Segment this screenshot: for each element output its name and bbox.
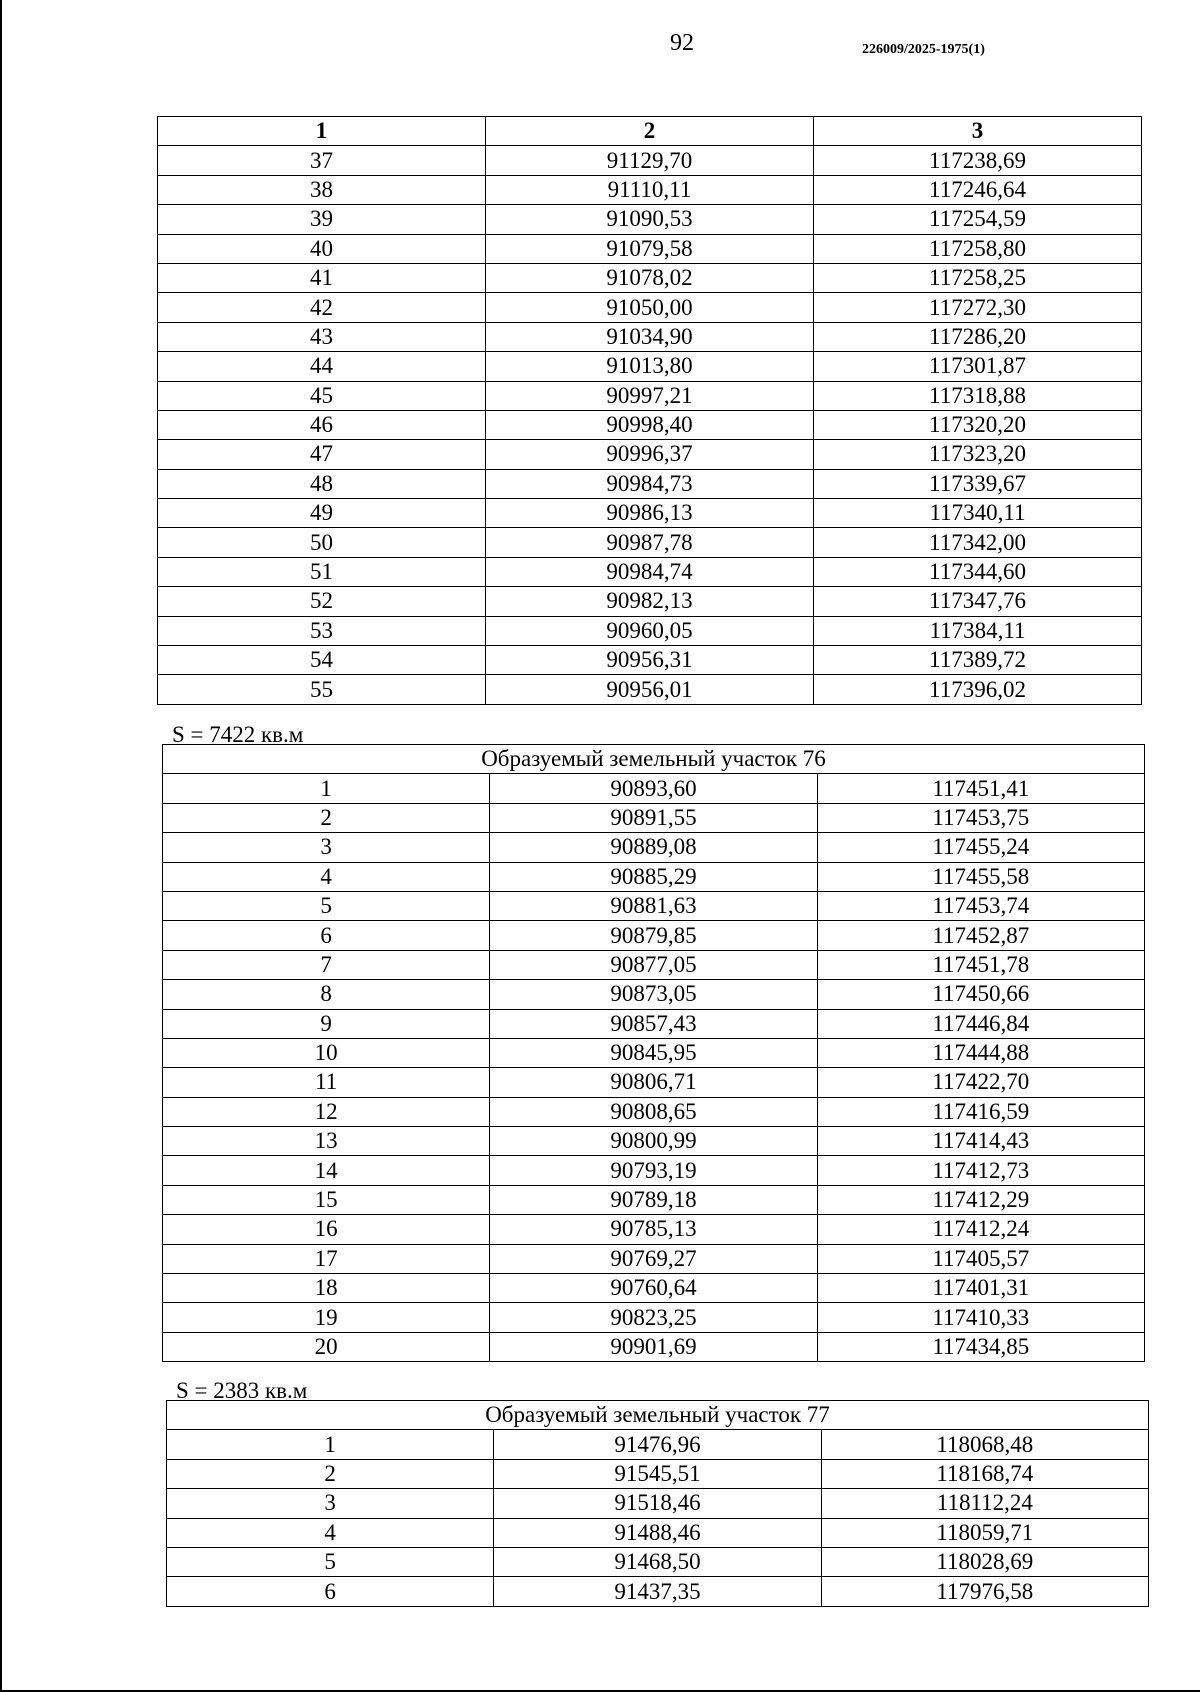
cell-y-coordinate: 117389,72: [814, 646, 1142, 675]
table-row: [163, 891, 1145, 920]
cell-y-coordinate: 117416,59: [817, 1097, 1144, 1126]
table-row: [163, 1068, 1145, 1097]
cell-x-coordinate: 90893,60: [490, 774, 817, 803]
cell-y-coordinate: 118168,74: [821, 1459, 1148, 1488]
cell-y-coordinate: 118028,69: [821, 1547, 1148, 1576]
table-row: [163, 1156, 1145, 1185]
table-row: [158, 528, 1142, 557]
table-row: [163, 1332, 1145, 1361]
cell-point-number: 49: [158, 499, 486, 528]
table-row: [158, 616, 1142, 645]
table-row: [158, 646, 1142, 675]
cell-y-coordinate: 117323,20: [814, 440, 1142, 469]
table-row: [158, 263, 1142, 292]
cell-x-coordinate: 90987,78: [486, 528, 814, 557]
cell-x-coordinate: 90998,40: [486, 410, 814, 439]
cell-point-number: 17: [163, 1244, 490, 1273]
cell-point-number: 2: [163, 803, 490, 832]
cell-point-number: 54: [158, 646, 486, 675]
cell-x-coordinate: 90997,21: [486, 381, 814, 410]
cell-y-coordinate: 117453,74: [817, 891, 1144, 920]
cell-point-number: 3: [163, 833, 490, 862]
cell-x-coordinate: 91129,70: [486, 146, 814, 175]
cell-x-coordinate: 90885,29: [490, 862, 817, 891]
cell-x-coordinate: 90984,74: [486, 557, 814, 586]
cell-point-number: 1: [163, 774, 490, 803]
cell-y-coordinate: 117301,87: [814, 352, 1142, 381]
cell-y-coordinate: 117340,11: [814, 499, 1142, 528]
cell-y-coordinate: 117405,57: [817, 1244, 1144, 1273]
table-body: [158, 117, 1142, 705]
table-row: [167, 1577, 1149, 1606]
cell-y-coordinate: 118059,71: [821, 1518, 1148, 1547]
cell-y-coordinate: 117401,31: [817, 1274, 1144, 1303]
table-row: [163, 1303, 1145, 1332]
area-label-parcel-75: S = 7422 кв.м: [172, 722, 304, 747]
table-row: [163, 1215, 1145, 1244]
cell-x-coordinate: 90956,01: [486, 675, 814, 704]
area-label-parcel-76: S = 2383 кв.м: [176, 1378, 308, 1403]
cell-point-number: 51: [158, 557, 486, 586]
cell-point-number: 46: [158, 410, 486, 439]
cell-point-number: 37: [158, 146, 486, 175]
cell-x-coordinate: 90760,64: [490, 1274, 817, 1303]
cell-y-coordinate: 117347,76: [814, 587, 1142, 616]
cell-point-number: 20: [163, 1332, 490, 1361]
table-row: [158, 440, 1142, 469]
cell-point-number: 4: [167, 1518, 494, 1547]
cell-point-number: 7: [163, 950, 490, 979]
table-row: [158, 469, 1142, 498]
cell-x-coordinate: 90889,08: [490, 833, 817, 862]
cell-y-coordinate: 117384,11: [814, 616, 1142, 645]
table-row: [163, 833, 1145, 862]
cell-y-coordinate: 117451,41: [817, 774, 1144, 803]
cell-x-coordinate: 90982,13: [486, 587, 814, 616]
cell-x-coordinate: 90793,19: [490, 1156, 817, 1185]
cell-x-coordinate: 90785,13: [490, 1215, 817, 1244]
coordinates-table-continued: [157, 116, 1142, 705]
cell-point-number: 5: [167, 1547, 494, 1576]
cell-y-coordinate: 117396,02: [814, 675, 1142, 704]
cell-y-coordinate: 117451,78: [817, 950, 1144, 979]
cell-point-number: 6: [167, 1577, 494, 1606]
table-row: [158, 587, 1142, 616]
cell-x-coordinate: 90823,25: [490, 1303, 817, 1332]
cell-point-number: 13: [163, 1127, 490, 1156]
cell-x-coordinate: 91518,46: [494, 1489, 821, 1518]
cell-y-coordinate: 117414,43: [817, 1127, 1144, 1156]
cell-point-number: 10: [163, 1038, 490, 1067]
cell-point-number: 9: [163, 1009, 490, 1038]
cell-x-coordinate: 91110,11: [486, 175, 814, 204]
table-row: [158, 381, 1142, 410]
cell-point-number: 5: [163, 891, 490, 920]
column-header-y: 3: [814, 117, 1142, 146]
cell-y-coordinate: 117254,59: [814, 205, 1142, 234]
cell-x-coordinate: 91545,51: [494, 1459, 821, 1488]
cell-y-coordinate: 117976,58: [821, 1577, 1148, 1606]
table-row: [167, 1430, 1149, 1459]
cell-x-coordinate: 90845,95: [490, 1038, 817, 1067]
cell-point-number: 40: [158, 234, 486, 263]
table-body: [167, 1401, 1149, 1607]
table-row: [163, 921, 1145, 950]
cell-y-coordinate: 117412,24: [817, 1215, 1144, 1244]
cell-point-number: 18: [163, 1274, 490, 1303]
table-row: [158, 675, 1142, 704]
cell-y-coordinate: 117258,25: [814, 263, 1142, 292]
cell-y-coordinate: 117422,70: [817, 1068, 1144, 1097]
cell-x-coordinate: 91476,96: [494, 1430, 821, 1459]
cell-x-coordinate: 91437,35: [494, 1577, 821, 1606]
table-row: [163, 1127, 1145, 1156]
coordinates-table-parcel-77: [166, 1400, 1149, 1607]
cell-x-coordinate: 91090,53: [486, 205, 814, 234]
table-row: [163, 980, 1145, 1009]
cell-y-coordinate: 117412,73: [817, 1156, 1144, 1185]
cell-x-coordinate: 91050,00: [486, 293, 814, 322]
cell-point-number: 16: [163, 1215, 490, 1244]
cell-x-coordinate: 91079,58: [486, 234, 814, 263]
table-title: Образуемый земельный участок 77: [167, 1401, 1149, 1430]
cell-point-number: 55: [158, 675, 486, 704]
cell-x-coordinate: 91468,50: [494, 1547, 821, 1576]
table-row: [163, 803, 1145, 832]
table-row: [158, 234, 1142, 263]
cell-x-coordinate: 90879,85: [490, 921, 817, 950]
cell-point-number: 3: [167, 1489, 494, 1518]
table-row: [158, 205, 1142, 234]
column-header-x: 2: [486, 117, 814, 146]
cell-x-coordinate: 90769,27: [490, 1244, 817, 1273]
cell-x-coordinate: 90881,63: [490, 891, 817, 920]
cell-y-coordinate: 117344,60: [814, 557, 1142, 586]
cell-y-coordinate: 117455,24: [817, 833, 1144, 862]
table-row: [158, 352, 1142, 381]
cell-x-coordinate: 90901,69: [490, 1332, 817, 1361]
table-row: [167, 1489, 1149, 1518]
cell-y-coordinate: 117450,66: [817, 980, 1144, 1009]
cell-point-number: 53: [158, 616, 486, 645]
cell-y-coordinate: 117444,88: [817, 1038, 1144, 1067]
cell-x-coordinate: 90873,05: [490, 980, 817, 1009]
cell-point-number: 19: [163, 1303, 490, 1332]
table-row: [158, 557, 1142, 586]
table-title-row: [167, 1401, 1149, 1430]
cell-point-number: 2: [167, 1459, 494, 1488]
cell-x-coordinate: 90877,05: [490, 950, 817, 979]
table-row: [163, 1009, 1145, 1038]
cell-x-coordinate: 90806,71: [490, 1068, 817, 1097]
cell-y-coordinate: 117286,20: [814, 322, 1142, 351]
table-row: [163, 1038, 1145, 1067]
cell-point-number: 6: [163, 921, 490, 950]
cell-y-coordinate: 118112,24: [821, 1489, 1148, 1518]
cell-y-coordinate: 117238,69: [814, 146, 1142, 175]
cell-point-number: 4: [163, 862, 490, 891]
table-row: [158, 322, 1142, 351]
cell-point-number: 42: [158, 293, 486, 322]
table-row: [167, 1459, 1149, 1488]
cell-point-number: 50: [158, 528, 486, 557]
cell-y-coordinate: 117272,30: [814, 293, 1142, 322]
document-id: 226009/2025-1975(1): [862, 42, 985, 57]
cell-point-number: 45: [158, 381, 486, 410]
cell-x-coordinate: 90808,65: [490, 1097, 817, 1126]
cell-y-coordinate: 117446,84: [817, 1009, 1144, 1038]
cell-point-number: 52: [158, 587, 486, 616]
page-number: 92: [670, 30, 694, 56]
cell-y-coordinate: 117452,87: [817, 921, 1144, 950]
cell-x-coordinate: 90800,99: [490, 1127, 817, 1156]
page-frame-left: [0, 0, 2, 1692]
cell-x-coordinate: 90891,55: [490, 803, 817, 832]
table-title-row: [163, 745, 1145, 774]
table-row: [158, 410, 1142, 439]
cell-point-number: 38: [158, 175, 486, 204]
cell-x-coordinate: 91034,90: [486, 322, 814, 351]
cell-point-number: 47: [158, 440, 486, 469]
coordinates-table-parcel-76: [162, 744, 1145, 1362]
table-row: [163, 950, 1145, 979]
table-row: [158, 146, 1142, 175]
cell-x-coordinate: 90960,05: [486, 616, 814, 645]
cell-y-coordinate: 117258,80: [814, 234, 1142, 263]
table-row: [163, 1097, 1145, 1126]
cell-y-coordinate: 117453,75: [817, 803, 1144, 832]
cell-point-number: 48: [158, 469, 486, 498]
cell-y-coordinate: 117434,85: [817, 1332, 1144, 1361]
column-header-number: 1: [158, 117, 486, 146]
table-row: [163, 1244, 1145, 1273]
cell-point-number: 11: [163, 1068, 490, 1097]
table-row: [158, 175, 1142, 204]
cell-x-coordinate: 91078,02: [486, 263, 814, 292]
cell-y-coordinate: 118068,48: [821, 1430, 1148, 1459]
cell-x-coordinate: 91488,46: [494, 1518, 821, 1547]
cell-point-number: 1: [167, 1430, 494, 1459]
cell-x-coordinate: 91013,80: [486, 352, 814, 381]
cell-point-number: 15: [163, 1185, 490, 1214]
cell-y-coordinate: 117339,67: [814, 469, 1142, 498]
cell-y-coordinate: 117320,20: [814, 410, 1142, 439]
cell-point-number: 43: [158, 322, 486, 351]
cell-point-number: 41: [158, 263, 486, 292]
cell-y-coordinate: 117246,64: [814, 175, 1142, 204]
table-row: [163, 862, 1145, 891]
cell-point-number: 14: [163, 1156, 490, 1185]
cell-point-number: 44: [158, 352, 486, 381]
cell-x-coordinate: 90996,37: [486, 440, 814, 469]
cell-x-coordinate: 90986,13: [486, 499, 814, 528]
cell-y-coordinate: 117412,29: [817, 1185, 1144, 1214]
table-row: [158, 499, 1142, 528]
table-row: [158, 293, 1142, 322]
cell-point-number: 8: [163, 980, 490, 1009]
table-header-row: [158, 117, 1142, 146]
cell-y-coordinate: 117410,33: [817, 1303, 1144, 1332]
table-row: [167, 1518, 1149, 1547]
cell-x-coordinate: 90857,43: [490, 1009, 817, 1038]
cell-y-coordinate: 117455,58: [817, 862, 1144, 891]
cell-point-number: 39: [158, 205, 486, 234]
cell-y-coordinate: 117342,00: [814, 528, 1142, 557]
table-row: [163, 1185, 1145, 1214]
cell-y-coordinate: 117318,88: [814, 381, 1142, 410]
cell-x-coordinate: 90984,73: [486, 469, 814, 498]
cell-x-coordinate: 90956,31: [486, 646, 814, 675]
cell-point-number: 12: [163, 1097, 490, 1126]
table-row: [163, 1274, 1145, 1303]
table-body: [163, 745, 1145, 1362]
table-row: [167, 1547, 1149, 1576]
cell-x-coordinate: 90789,18: [490, 1185, 817, 1214]
table-title: Образуемый земельный участок 76: [163, 745, 1145, 774]
table-row: [163, 774, 1145, 803]
